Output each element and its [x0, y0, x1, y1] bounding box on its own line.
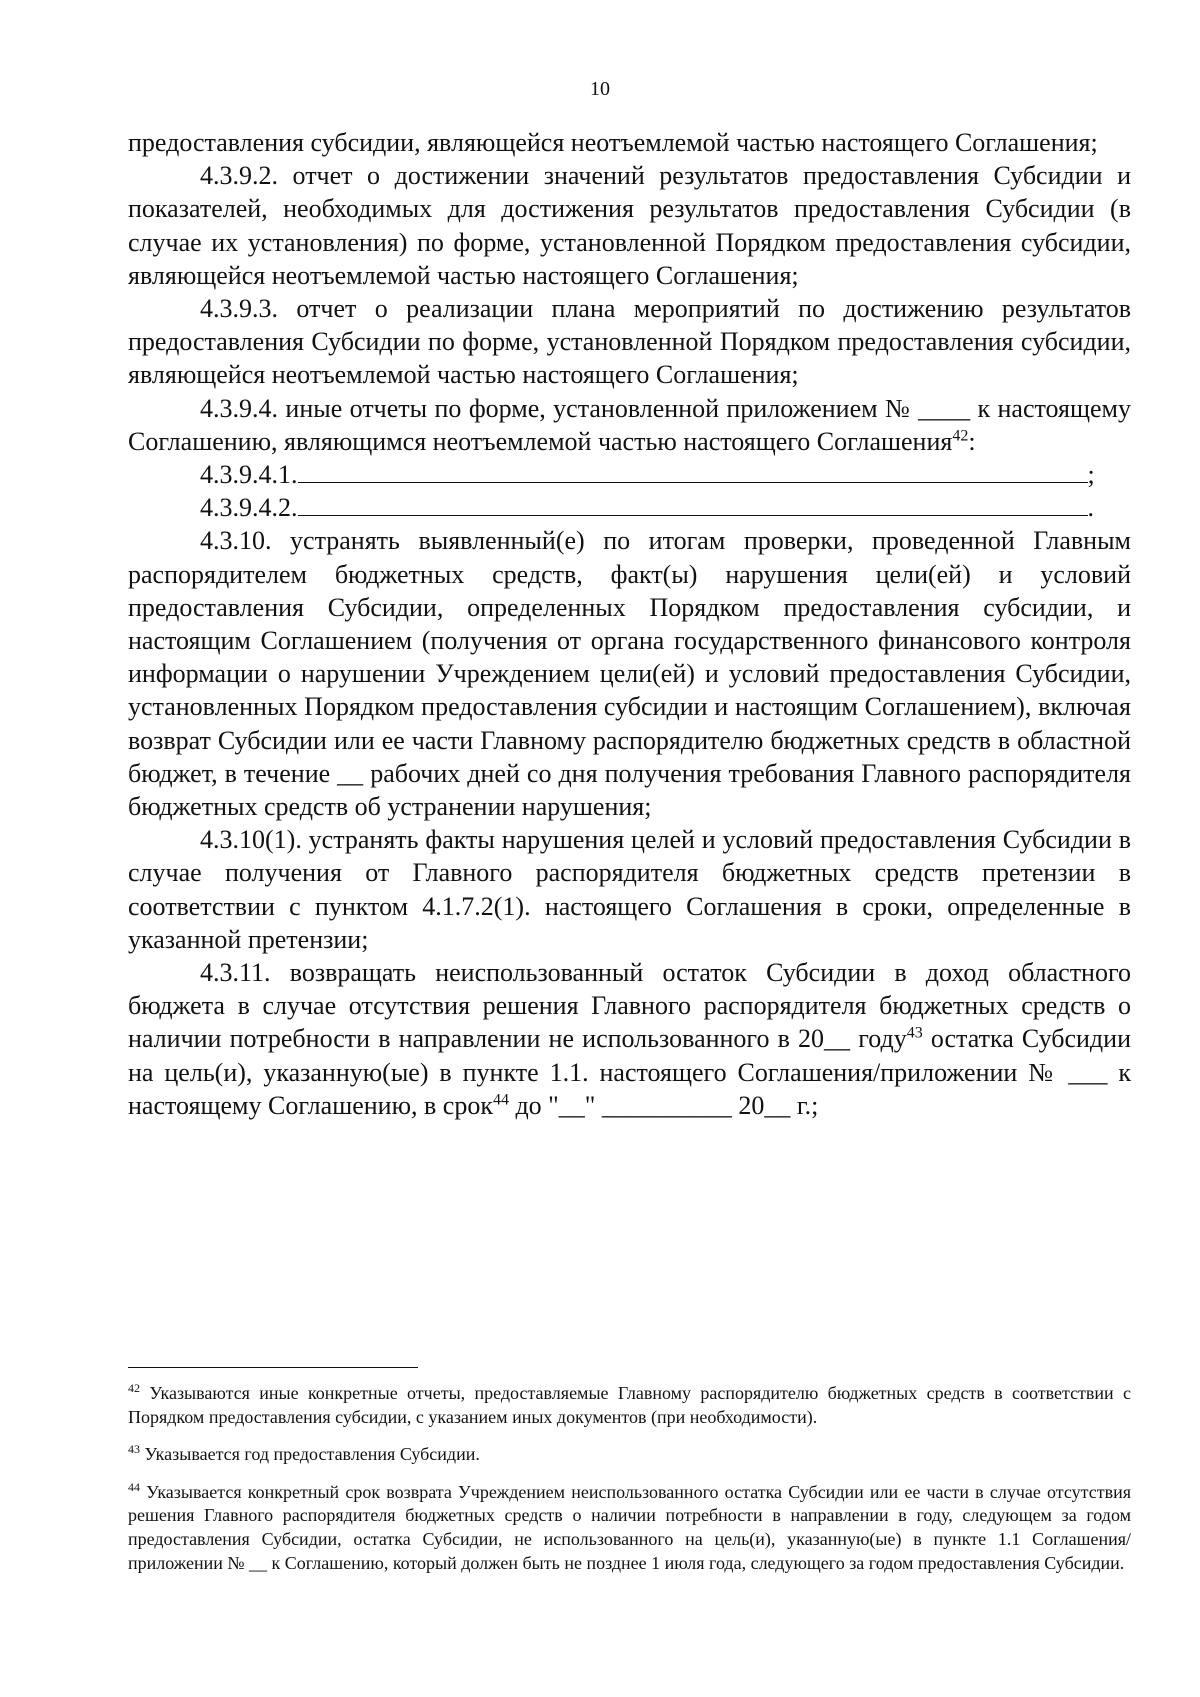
- paragraph-text: 4.3.9.4. иные отчеты по форме, установленной приложением № ____ к настоящему Соглашению, являющимся неотъемлемой частью настоящего Соглашения: [128, 393, 1131, 456]
- footnote-44: [128, 1481, 1131, 1575]
- item-end: ;: [1087, 460, 1095, 490]
- paragraph-4-3-10-1: 4.3.10(1). устранять факты нарушения целей и условий предоставления Субсидии в случае получения от Главного распорядителя бюджетных средств претензии в соответствии с пунктом 4.1.7.2(1). настоящего Соглашения в сроки, определенные в указанной претензии;: [128, 825, 1131, 954]
- footnote-text: Указывается конкретный срок возврата Учреждением неиспользованного остатка Субсидии или ее части в случае отсутствия решения Главного распорядителя бюджетных средств о наличии потребности в направлении в году, следующем за годом предоставления Субсидии, остатка Субсидии, не использованного на цель(и), указанную(ые) в пункте 1.1 Соглашения/приложении № __ к Соглашению, который должен быть не позднее 1 июля года, следующего за годом предоставления Субсидии.: [128, 1481, 1131, 1573]
- fill-line-4-3-9-4-1: [128, 458, 1131, 491]
- page-number: 10: [590, 78, 610, 100]
- footnote-42: [128, 1382, 1131, 1429]
- footnote-ref-42: 42: [952, 427, 969, 445]
- footnote-number: 43: [128, 1442, 140, 1457]
- paragraph-text: остатка Субсидии на цель(и), указанную(ые) в пункте 1.1. настоящего Соглашения/приложении № ___ к настоящему Соглашению, в срок: [128, 1024, 1131, 1120]
- footnote-ref-44: 44: [492, 1091, 509, 1109]
- paragraph-4-3-10: 4.3.10. устранять выявленный(е) по итогам проверки, проведенной Главным распорядителем бюджетных средств, факт(ы) нарушения цели(ей) и условий предоставления Субсидии, определенных Порядком предоставления субсидии, и настоящим Соглашением (получения от органа государственного финансового контроля информации о нарушении Учреждением цели(ей) и условий предоставления Субсидии, установленных Порядком предоставления субсидии и настоящим Соглашением), включая возврат Субсидии или ее части Главному распорядителю бюджетных средств в областной бюджет, в течение __ рабочих дней со дня получения требования Главного распорядителя бюджетных средств об устранении нарушения;: [128, 526, 1131, 822]
- footnote-43: [128, 1443, 1131, 1467]
- footnote-separator: [128, 1367, 418, 1368]
- fill-line-4-3-9-4-2: [128, 491, 1131, 524]
- paragraph-text: до "__" __________ 20__ г.;: [508, 1090, 819, 1120]
- paragraph-4-3-11: [128, 956, 1131, 1122]
- item-label: 4.3.9.4.2.: [200, 493, 298, 523]
- footnote-number: 42: [128, 1381, 140, 1395]
- footnote-number: 44: [128, 1479, 140, 1494]
- document-body: [128, 126, 1131, 1122]
- item-end: .: [1087, 493, 1094, 523]
- paragraph: предоставления субсидии, являющейся неотъемлемой частью настоящего Соглашения;: [128, 128, 1098, 157]
- paragraph-4-3-9-4: [128, 392, 1131, 458]
- paragraph-text: 4.3.11. возвращать неиспользованный остаток Субсидии в доход областного бюджета в случае отсутствия решения Главного распорядителя бюджетных средств о наличии потребности в направлении не использованного в 20__ году: [128, 958, 1131, 1054]
- blank-line: [298, 491, 1088, 516]
- item-label: 4.3.9.4.1.: [200, 460, 298, 490]
- footnote-text: Указываются иные конкретные отчеты, предоставляемые Главному распорядителю бюджетных средств в соответствии с Порядком предоставления субсидии, с указанием иных документов (при необходимости).: [128, 1383, 1131, 1427]
- footnotes: [128, 1382, 1131, 1589]
- paragraph-4-3-9-2: 4.3.9.2. отчет о достижении значений результатов предоставления Субсидии и показателей, необходимых для достижения результатов предоставления Субсидии (в случае их установления) по форме, установленной Порядком предоставления субсидии, являющейся неотъемлемой частью настоящего Соглашения;: [128, 161, 1131, 290]
- footnote-text: Указывается год предоставления Субсидии.: [140, 1444, 480, 1465]
- paragraph-4-3-9-3: 4.3.9.3. отчет о реализации плана мероприятий по достижению результатов предоставления Субсидии по форме, установленной Порядком предоставления субсидии, являющейся неотъемлемой частью настоящего Соглашения;: [128, 294, 1131, 390]
- blank-line: [298, 458, 1088, 483]
- paragraph-text: :: [968, 426, 976, 456]
- footnote-ref-43: 43: [906, 1024, 923, 1042]
